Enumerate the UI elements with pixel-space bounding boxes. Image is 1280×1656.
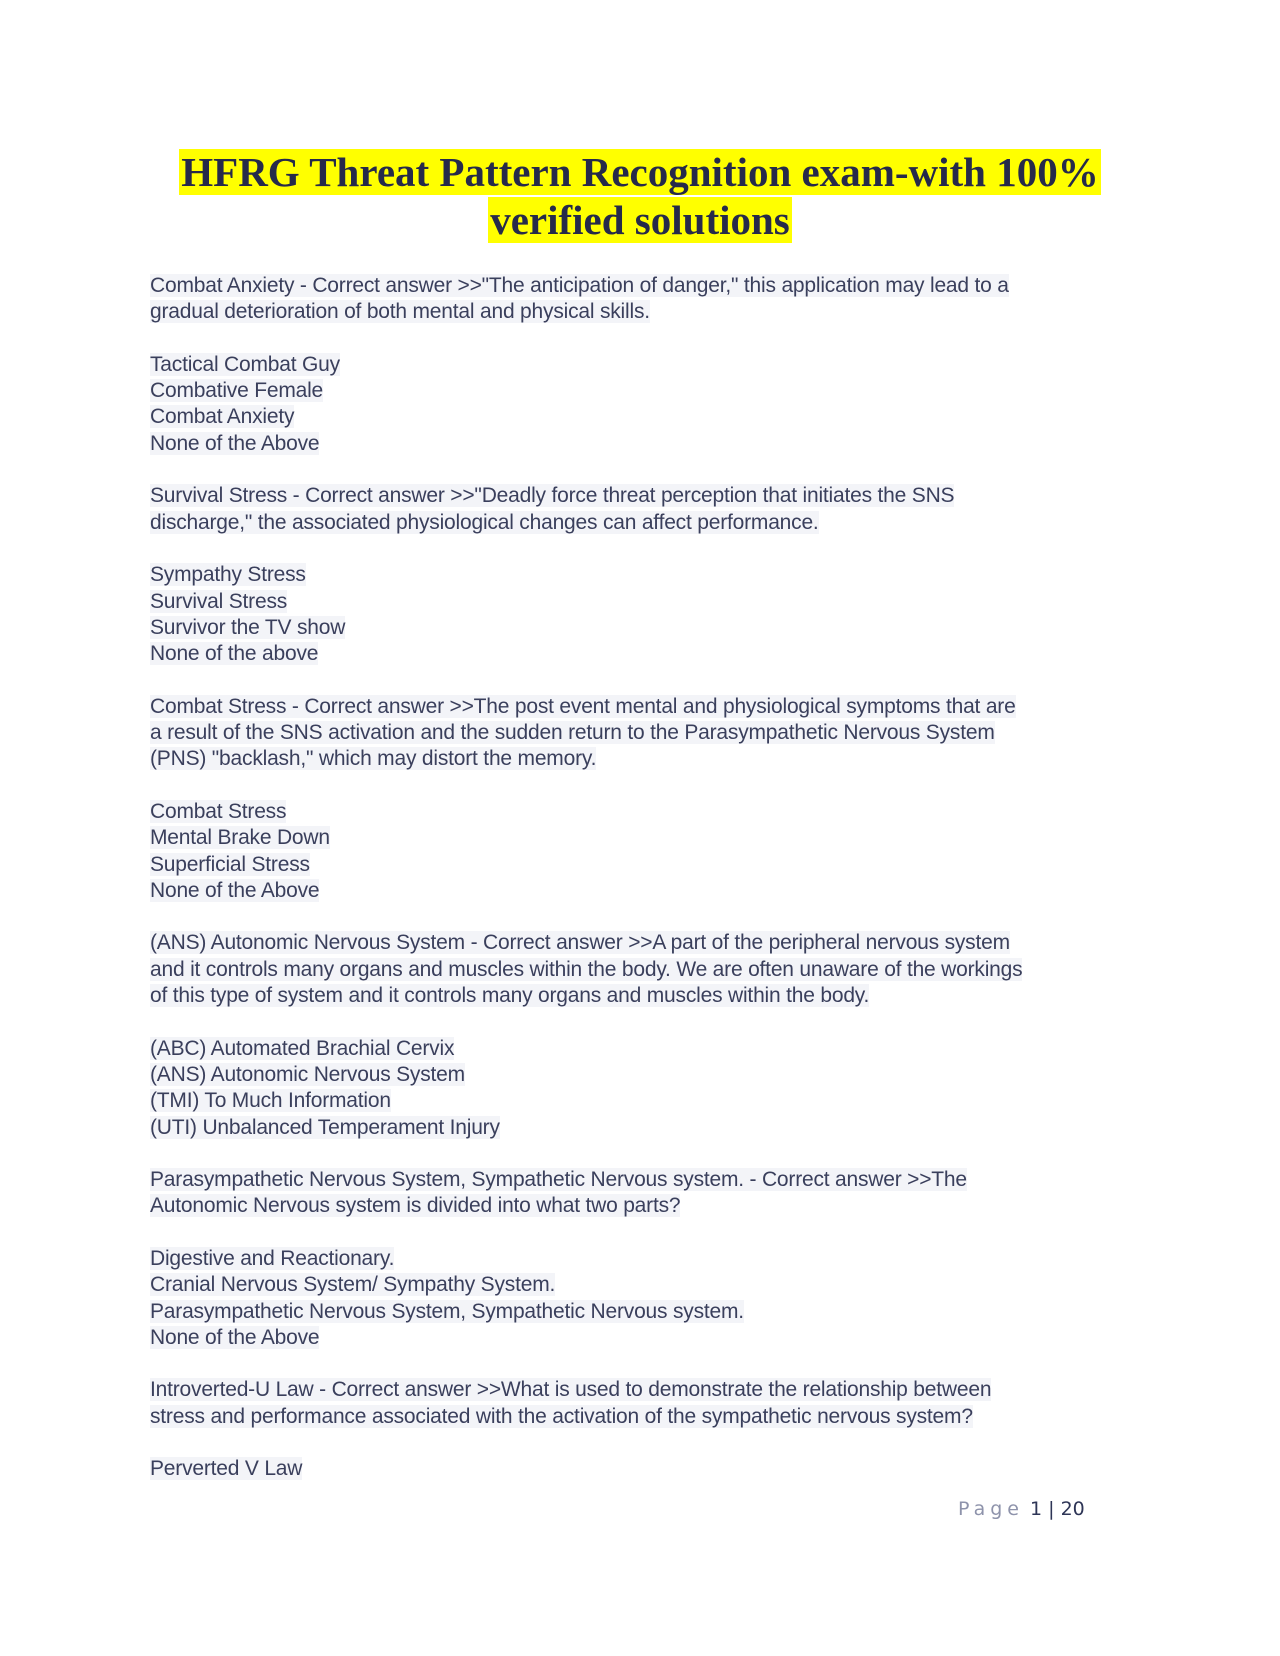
question-line <box>150 273 1150 299</box>
answer-option <box>150 1272 1150 1298</box>
option-text: (ANS) Autonomic Nervous System <box>150 1062 465 1086</box>
answer-option <box>150 1115 1150 1141</box>
question-text: and it controls many organs and muscles within the body. We are often unaware of the workings <box>150 957 1023 981</box>
paragraph-spacer <box>150 536 1150 562</box>
option-text: None of the Above <box>150 431 320 455</box>
option-text: Survivor the TV show <box>150 615 346 639</box>
paragraph-spacer <box>150 1009 1150 1035</box>
answer-option <box>150 799 1150 825</box>
question-line <box>150 720 1150 746</box>
question-text: Introverted-U Law - Correct answer >>What is used to demonstrate the relationship between <box>150 1378 992 1402</box>
question-text: Autonomic Nervous system is divided into what two parts? <box>150 1194 681 1218</box>
question-line <box>150 983 1150 1009</box>
answer-option <box>150 1325 1150 1351</box>
page-footer <box>958 1498 1085 1520</box>
page-number: 1 <box>1030 1498 1043 1520</box>
question-line <box>150 299 1150 325</box>
paragraph-spacer <box>150 326 1150 352</box>
document-title <box>0 148 1280 244</box>
answer-option <box>150 378 1150 404</box>
option-text: None of the Above <box>150 878 320 902</box>
question-text: Combat Anxiety - Correct answer >>"The anticipation of danger," this application may lead to a <box>150 274 1009 297</box>
answer-option <box>150 352 1150 378</box>
page-label: Page <box>958 1498 1024 1520</box>
answer-option <box>150 825 1150 851</box>
answer-option <box>150 615 1150 641</box>
question-line <box>150 957 1150 983</box>
question-line <box>150 1193 1150 1219</box>
paragraph-spacer <box>150 1220 1150 1246</box>
answer-option <box>150 562 1150 588</box>
option-text: Sympathy Stress <box>150 563 306 587</box>
answer-option <box>150 641 1150 667</box>
option-text: Perverted V Law <box>150 1457 303 1481</box>
paragraph-spacer <box>150 1141 1150 1167</box>
question-text: stress and performance associated with the activation of the sympathetic nervous system? <box>150 1404 973 1428</box>
question-line <box>150 930 1150 956</box>
document-body <box>150 273 1150 1483</box>
question-line <box>150 1377 1150 1403</box>
question-text: gradual deterioration of both mental and physical skills. <box>150 300 650 324</box>
answer-option <box>150 1299 1150 1325</box>
answer-option <box>150 431 1150 457</box>
page-separator: | <box>1048 1498 1055 1520</box>
answer-option <box>150 1088 1150 1114</box>
option-text: Combative Female <box>150 379 324 403</box>
option-text: Combat Anxiety <box>150 405 295 429</box>
question-line <box>150 746 1150 772</box>
option-text: Superficial Stress <box>150 852 310 876</box>
answer-option <box>150 1246 1150 1272</box>
question-text: Survival Stress - Correct answer >>"Deadly force threat perception that initiates the SNS <box>150 484 955 508</box>
question-text: Combat Stress - Correct answer >>The post event mental and physiological symptoms that are <box>150 694 1016 718</box>
paragraph-spacer <box>150 1430 1150 1456</box>
option-text: Combat Stress <box>150 799 287 823</box>
option-text: Parasympathetic Nervous System, Sympathetic Nervous system. <box>150 1299 744 1323</box>
question-line <box>150 1167 1150 1193</box>
answer-option <box>150 589 1150 615</box>
question-text: Parasympathetic Nervous System, Sympathetic Nervous system. - Correct answer >>The <box>150 1168 967 1192</box>
option-text: Cranial Nervous System/ Sympathy System. <box>150 1273 556 1297</box>
answer-option <box>150 1062 1150 1088</box>
title-line-2: verified solutions <box>490 197 790 243</box>
answer-option <box>150 404 1150 430</box>
option-text: Digestive and Reactionary. <box>150 1246 395 1270</box>
answer-option <box>150 1456 1150 1482</box>
paragraph-spacer <box>150 667 1150 693</box>
question-line <box>150 1404 1150 1430</box>
total-pages: 20 <box>1060 1498 1085 1520</box>
answer-option <box>150 1036 1150 1062</box>
option-text: (TMI) To Much Information <box>150 1089 391 1113</box>
answer-option <box>150 852 1150 878</box>
paragraph-spacer <box>150 773 1150 799</box>
option-text: None of the Above <box>150 1325 320 1349</box>
question-line <box>150 694 1150 720</box>
option-text: None of the above <box>150 642 319 666</box>
question-text: discharge," the associated physiological changes can affect performance. <box>150 510 819 534</box>
option-text: Tactical Combat Guy <box>150 352 340 376</box>
paragraph-spacer <box>150 457 1150 483</box>
option-text: Survival Stress <box>150 589 288 613</box>
option-text: Mental Brake Down <box>150 826 330 850</box>
paragraph-spacer <box>150 1351 1150 1377</box>
answer-option <box>150 878 1150 904</box>
paragraph-spacer <box>150 904 1150 930</box>
title-line-1: HFRG Threat Pattern Recognition exam-with 100% <box>181 149 1099 195</box>
option-text: (ABC) Automated Brachial Cervix <box>150 1036 455 1060</box>
question-text: a result of the SNS activation and the sudden return to the Parasympathetic Nervous System <box>150 721 995 745</box>
option-text: (UTI) Unbalanced Temperament Injury <box>150 1115 500 1139</box>
question-text: of this type of system and it controls many organs and muscles within the body. <box>150 984 870 1008</box>
question-line <box>150 510 1150 536</box>
question-text: (PNS) "backlash," which may distort the memory. <box>150 747 597 771</box>
question-text: (ANS) Autonomic Nervous System - Correct answer >>A part of the peripheral nervous system <box>150 931 1010 955</box>
question-line <box>150 483 1150 509</box>
